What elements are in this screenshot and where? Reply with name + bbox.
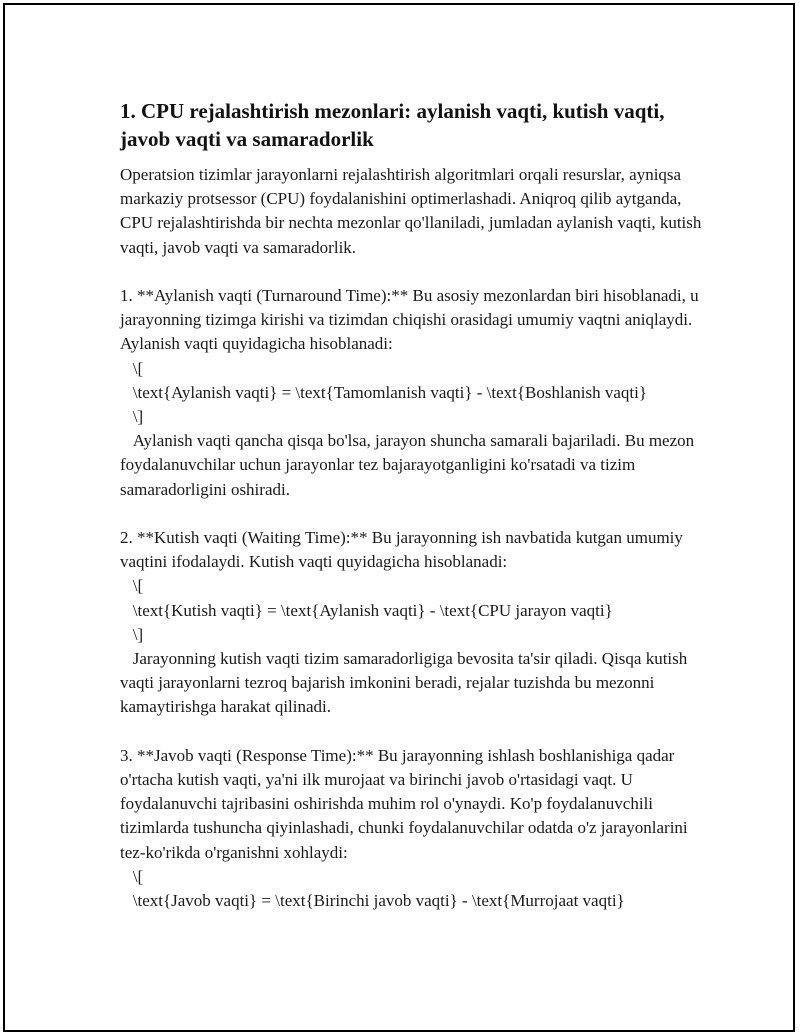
- formula-close: \]: [120, 407, 144, 427]
- waiting-explanation: Jarayonning kutish vaqti tizim samaradorligiga bevosita ta'sir qiladi. Qisqa kutish vaqti jarayonlarni tezroq bajarish imkonini beradi, rejalar tuzishda bu mezonni kamaytirishga harakat qilinadi.: [120, 649, 692, 717]
- waiting-formula: \text{Kutish vaqti} = \text{Aylanish vaqti} - \text{CPU jarayon vaqti}: [120, 600, 613, 620]
- formula-close: \]: [120, 624, 144, 644]
- formula-open: \[: [120, 358, 144, 378]
- response-formula: \text{Javob vaqti} = \text{Birinchi javob vaqti} - \text{Murrojaat vaqti}: [120, 891, 625, 911]
- turnaround-explanation: Aylanish vaqti qancha qisqa bo'lsa, jarayon shuncha samarali bajariladi. Bu mezon foydalanuvchilar uchun jarayonlar tez bajarayotganligini ko'rsatadi va tizim samaradorligini oshiradi.: [120, 431, 699, 499]
- waiting-paragraph: 2. **Kutish vaqti (Waiting Time):** Bu jarayonning ish navbatida kutgan umumiy vaqtini ifodalaydi. Kutish vaqti quyidagicha hisoblanadi:: [120, 528, 688, 572]
- turnaround-formula: \text{Aylanish vaqti} = \text{Tamomlanish vaqti} - \text{Boshlanish vaqti}: [120, 382, 648, 402]
- document-content: [120, 97, 710, 913]
- body-text: [120, 163, 710, 913]
- turnaround-paragraph: 1. **Aylanish vaqti (Turnaround Time):** Bu asosiy mezonlardan biri hisoblanadi, u jarayonning tizimga kirishi va tizimdan chiqishi orasidagi umumiy vaqtni aniqlaydi. Aylanish vaqti quyidagicha hisoblanadi:: [120, 286, 703, 354]
- response-paragraph: 3. **Javob vaqti (Response Time):** Bu jarayonning ishlash boshlanishiga qadar o'rtacha kutish vaqti, ya'ni ilk murojaat va birinchi javob o'rtasidagi vaqt. U foydalanuvchi tajribasini oshirishda muhim rol o'ynaydi. Ko'p foydalanuvchili tizimlarda tushuncha qiyinlashadi, chunki foydalanuvchilar odatda o'z jarayonlarini tez-ko'rikda o'rganishni xohlaydi:: [120, 745, 692, 862]
- formula-open: \[: [120, 576, 144, 596]
- formula-open: \[: [120, 866, 144, 886]
- intro-paragraph: Operatsion tizimlar jarayonlarni rejalashtirish algoritmlari orqali resurslar, ayniqsa markaziy protsessor (CPU) foydalanishini optimerlashadi. Aniqroq qilib aytganda, CPU rejalashtirishda bir nechta mezonlar qo'llaniladi, jumladan aylanish vaqti, kutish vaqti, javob vaqti va samaradorlik.: [120, 165, 706, 257]
- document-page: [3, 3, 795, 1032]
- section-heading: 1. CPU rejalashtirish mezonlari: aylanish vaqti, kutish vaqti, javob vaqti va samaradorlik: [120, 99, 665, 151]
